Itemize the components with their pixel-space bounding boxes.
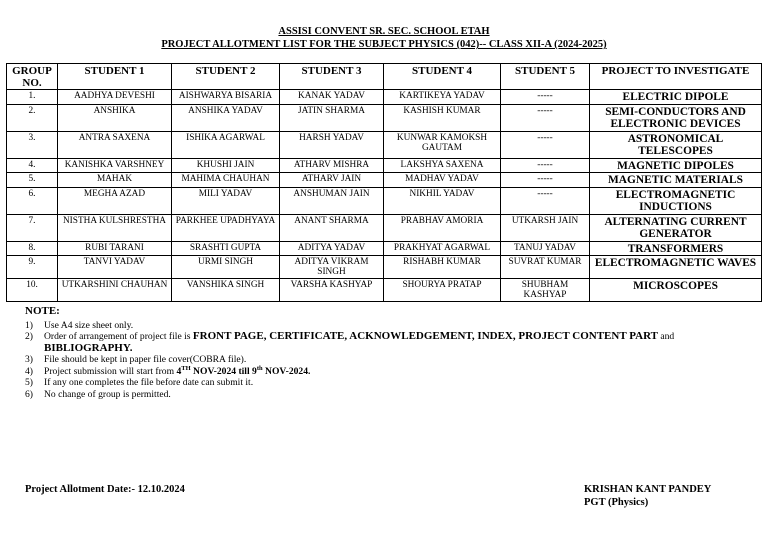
project-topic: TRANSFORMERS bbox=[590, 241, 762, 256]
project-topic: ALTERNATING CURRENT GENERATOR bbox=[590, 214, 762, 241]
note-date-start: 4 bbox=[176, 365, 182, 377]
note-date-mid: NOV-2024 till 9 bbox=[190, 365, 257, 377]
student-1: ANSHIKA bbox=[58, 104, 172, 131]
note-text-bold: BIBLIOGRAPHY bbox=[44, 341, 130, 354]
group-number: 7. bbox=[7, 214, 58, 241]
student-1: MAHAK bbox=[58, 173, 172, 188]
note-item bbox=[25, 377, 745, 389]
group-number: 9. bbox=[7, 256, 58, 279]
note-text-plain: Project submission will start from bbox=[44, 365, 177, 377]
table-row bbox=[7, 90, 762, 105]
note-text-plain: Order of arrangement of project file is bbox=[44, 331, 193, 342]
group-number: 4. bbox=[7, 158, 58, 173]
note-item bbox=[25, 331, 745, 354]
student-1: UTKARSHINI CHAUHAN bbox=[58, 279, 172, 302]
note-text: Use A4 size sheet only. bbox=[44, 319, 134, 331]
note-text bbox=[44, 331, 745, 354]
student-5: TANUJ YADAV bbox=[501, 241, 590, 256]
student-5: SHUBHAM KASHYAP bbox=[501, 279, 590, 302]
group-number: 8. bbox=[7, 241, 58, 256]
student-3: HARSH YADAV bbox=[280, 131, 384, 158]
note-item bbox=[25, 366, 745, 378]
student-3: KANAK YADAV bbox=[280, 90, 384, 105]
notes-section bbox=[25, 306, 745, 400]
table-row bbox=[7, 241, 762, 256]
col-header-student-5: STUDENT 5 bbox=[501, 64, 590, 90]
student-3: ADITYA YADAV bbox=[280, 241, 384, 256]
col-header-student-4: STUDENT 4 bbox=[384, 64, 501, 90]
note-item bbox=[25, 354, 745, 366]
student-4: KUNWAR KAMOKSH GAUTAM bbox=[384, 131, 501, 158]
student-5: ----- bbox=[501, 158, 590, 173]
student-4: LAKSHYA SAXENA bbox=[384, 158, 501, 173]
student-3: VARSHA KASHYAP bbox=[280, 279, 384, 302]
student-4: RISHABH KUMAR bbox=[384, 256, 501, 279]
note-item bbox=[25, 389, 745, 401]
table-row bbox=[7, 173, 762, 188]
table-row bbox=[7, 158, 762, 173]
table-row bbox=[7, 256, 762, 279]
student-2: URMI SINGH bbox=[172, 256, 280, 279]
note-text: File should be kept in paper file cover(COBRA file). bbox=[44, 354, 247, 365]
table-row bbox=[7, 187, 762, 214]
note-text-bold: . bbox=[129, 341, 133, 354]
note-text: If any one completes the file before date can submit it. bbox=[44, 377, 254, 388]
student-2: MAHIMA CHAUHAN bbox=[172, 173, 280, 188]
student-2: MILI YADAV bbox=[172, 187, 280, 214]
signature-block bbox=[584, 483, 711, 509]
student-1: RUBI TARANI bbox=[58, 241, 172, 256]
student-4: MADHAV YADAV bbox=[384, 173, 501, 188]
project-topic: MICROSCOPES bbox=[590, 279, 762, 302]
note-text-bold: FRONT PAGE, CERTIFICATE, ACKNOWLEDGEMENT, INDEX, PROJECT CONTENT PART bbox=[192, 330, 658, 342]
group-number: 10. bbox=[7, 279, 58, 302]
student-4: NIKHIL YADAV bbox=[384, 187, 501, 214]
student-5: ----- bbox=[501, 173, 590, 188]
teacher-name: KRISHAN KANT PANDEY bbox=[584, 484, 712, 495]
allotment-table bbox=[6, 63, 762, 302]
student-3: ATHARV JAIN bbox=[280, 173, 384, 188]
col-header-project: PROJECT TO INVESTIGATE bbox=[590, 64, 762, 90]
table-row bbox=[7, 104, 762, 131]
note-number: 2) bbox=[25, 331, 33, 342]
student-1: TANVI YADAV bbox=[58, 256, 172, 279]
table-row bbox=[7, 214, 762, 241]
col-header-student-3: STUDENT 3 bbox=[280, 64, 384, 90]
school-name: ASSISI CONVENT SR. SEC. SCHOOL ETAH bbox=[278, 26, 490, 37]
student-2: KHUSHI JAIN bbox=[172, 158, 280, 173]
note-text: No change of group is permitted. bbox=[44, 388, 171, 400]
notes-title: NOTE: bbox=[25, 305, 60, 317]
group-number: 3. bbox=[7, 131, 58, 158]
group-number: 1. bbox=[7, 90, 58, 105]
table-header-row bbox=[7, 64, 762, 90]
student-3: JATIN SHARMA bbox=[280, 104, 384, 131]
group-number: 5. bbox=[7, 173, 58, 188]
student-4: SHOURYA PRATAP bbox=[384, 279, 501, 302]
student-1: NISTHA KULSHRESTHA bbox=[58, 214, 172, 241]
note-number: 4) bbox=[25, 365, 33, 377]
col-header-student-2: STUDENT 2 bbox=[172, 64, 280, 90]
student-1: AADHYA DEVESHI bbox=[58, 90, 172, 105]
student-3: ANSHUMAN JAIN bbox=[280, 187, 384, 214]
student-2: AISHWARYA BISARIA bbox=[172, 90, 280, 105]
student-1: KANISHKA VARSHNEY bbox=[58, 158, 172, 173]
note-text bbox=[44, 366, 745, 378]
col-header-group: GROUP NO. bbox=[7, 64, 58, 90]
note-superscript: th bbox=[256, 364, 263, 372]
note-text-plain: and bbox=[657, 331, 675, 342]
student-2: SRASHTI GUPTA bbox=[172, 241, 280, 256]
student-4: PRAKHYAT AGARWAL bbox=[384, 241, 501, 256]
student-4: KARTIKEYA YADAV bbox=[384, 90, 501, 105]
allotment-date: Project Allotment Date:- 12.10.2024 bbox=[25, 484, 185, 495]
student-5: ----- bbox=[501, 131, 590, 158]
student-3: ADITYA VIKRAM SINGH bbox=[280, 256, 384, 279]
project-topic: SEMI-CONDUCTORS AND ELECTRONIC DEVICES bbox=[590, 104, 762, 131]
table-row bbox=[7, 279, 762, 302]
student-5: SUVRAT KUMAR bbox=[501, 256, 590, 279]
teacher-role: PGT (Physics) bbox=[584, 497, 649, 508]
note-number: 1) bbox=[25, 319, 33, 331]
project-topic: ELECTROMAGNETIC WAVES bbox=[590, 256, 762, 279]
note-superscript: TH bbox=[181, 364, 191, 372]
student-3: ATHARV MISHRA bbox=[280, 158, 384, 173]
table-row bbox=[7, 131, 762, 158]
student-1: ANTRA SAXENA bbox=[58, 131, 172, 158]
document-title: PROJECT ALLOTMENT LIST FOR THE SUBJECT PHYSICS (042)-- CLASS XII-A (2024-2025) bbox=[161, 39, 607, 50]
note-number: 6) bbox=[25, 388, 33, 400]
student-2: VANSHIKA SINGH bbox=[172, 279, 280, 302]
note-date-end: NOV-2024. bbox=[262, 365, 311, 377]
student-2: PARKHEE UPADHYAYA bbox=[172, 214, 280, 241]
note-number: 5) bbox=[25, 377, 33, 388]
project-topic: ELECTROMAGNETIC INDUCTIONS bbox=[590, 187, 762, 214]
group-number: 6. bbox=[7, 187, 58, 214]
student-3: ANANT SHARMA bbox=[280, 214, 384, 241]
note-number: 3) bbox=[25, 354, 33, 365]
project-topic: ELECTRIC DIPOLE bbox=[590, 90, 762, 105]
student-2: ISHIKA AGARWAL bbox=[172, 131, 280, 158]
student-5: ----- bbox=[501, 90, 590, 105]
student-5: UTKARSH JAIN bbox=[501, 214, 590, 241]
student-4: PRABHAV AMORIA bbox=[384, 214, 501, 241]
col-header-student-1: STUDENT 1 bbox=[58, 64, 172, 90]
student-1: MEGHA AZAD bbox=[58, 187, 172, 214]
project-topic: MAGNETIC DIPOLES bbox=[590, 158, 762, 173]
student-5: ----- bbox=[501, 104, 590, 131]
student-2: ANSHIKA YADAV bbox=[172, 104, 280, 131]
student-4: KASHISH KUMAR bbox=[384, 104, 501, 131]
project-topic: ASTRONOMICAL TELESCOPES bbox=[590, 131, 762, 158]
group-number: 2. bbox=[7, 104, 58, 131]
project-topic: MAGNETIC MATERIALS bbox=[590, 173, 762, 188]
student-5: ----- bbox=[501, 187, 590, 214]
